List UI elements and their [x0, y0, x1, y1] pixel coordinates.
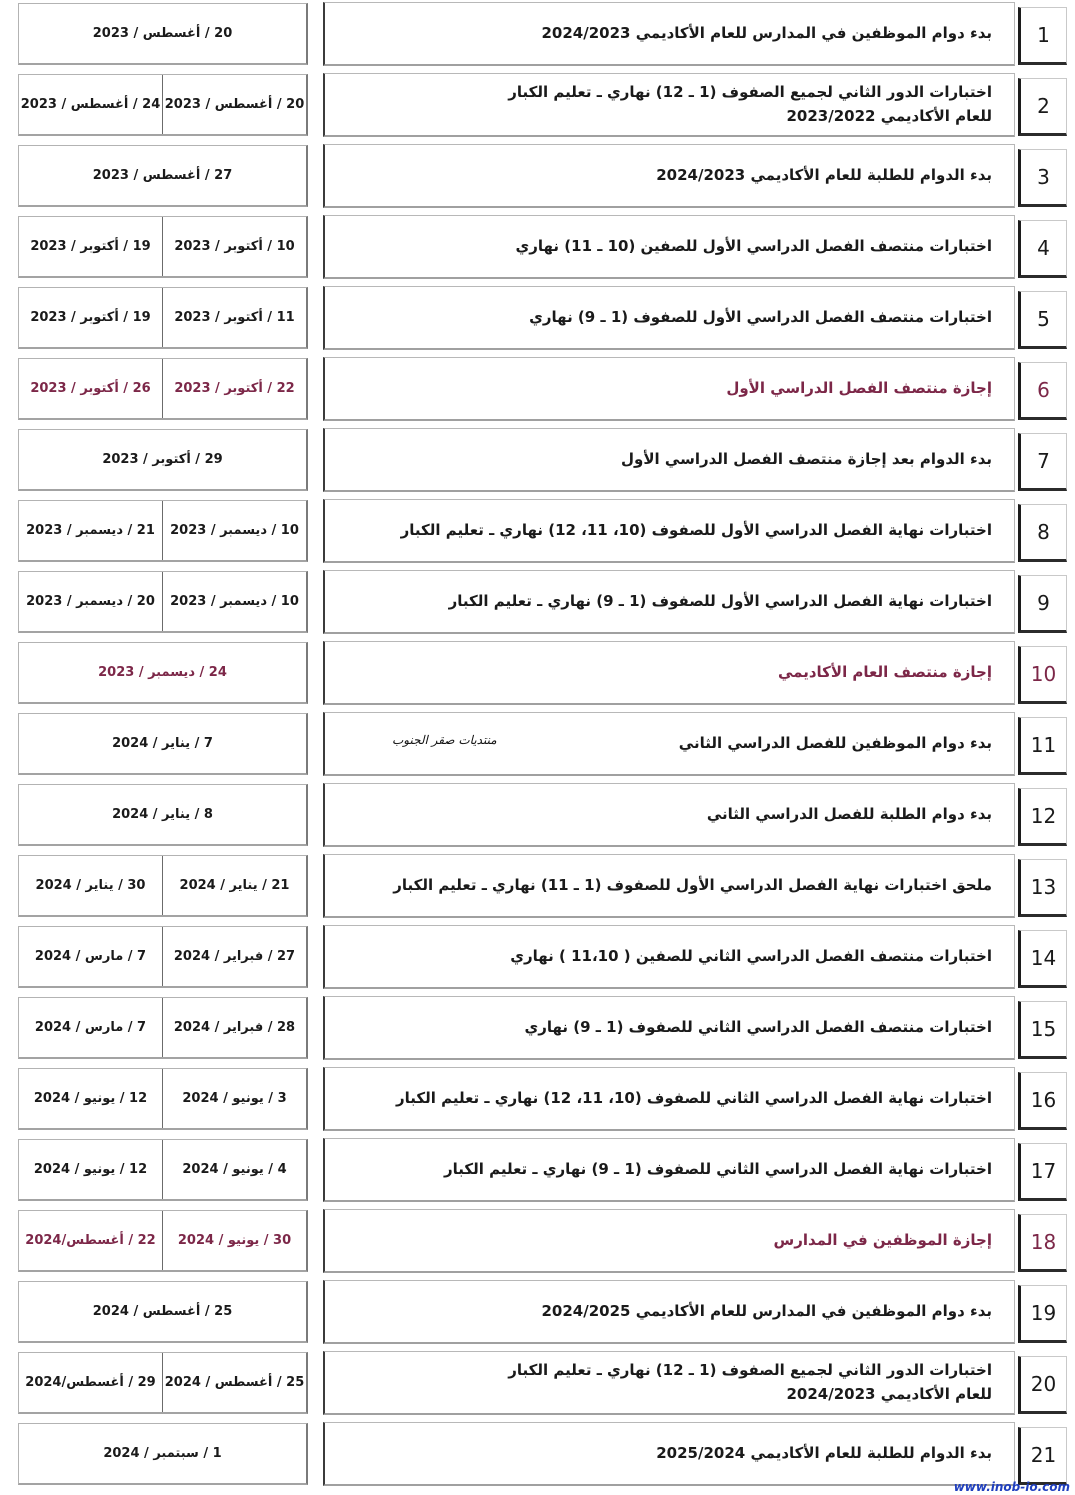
end-date: 19 / أكتوبر / 2023 — [19, 217, 163, 276]
event-description: بدء الدوام للطلبة للعام الأكاديمي 2024/2023 — [656, 165, 992, 184]
calendar-row — [0, 783, 1075, 847]
start-date: 20 / أغسطس / 2023 — [164, 97, 305, 112]
event-description: اختبارات الدور الثاني لجميع الصفوف (1 ـ 12) نهاري ـ تعليم الكبار للعام الأكاديمي 2024/2023 — [508, 1361, 992, 1403]
event-description: إجازة منتصف الفصل الدراسي الأول — [726, 378, 992, 397]
event-cell — [323, 1422, 1015, 1486]
event-description: ملحق اختبارات نهاية الفصل الدراسي الأول للصفوف (1 ـ 11) نهاري ـ تعليم الكبار — [393, 875, 992, 894]
event-cell — [323, 712, 1015, 776]
event-description: اختبارات نهاية الفصل الدراسي الثاني للصفوف (10، 11، 12) نهاري ـ تعليم الكبار — [395, 1088, 992, 1107]
calendar-row — [0, 854, 1075, 918]
row-number: 2 — [1018, 78, 1067, 136]
date-range — [18, 358, 308, 420]
row-number: 13 — [1018, 859, 1067, 917]
event-description: بدء الدوام للطلبة للعام الأكاديمي 2025/2024 — [656, 1443, 992, 1462]
event-date: 7 / يناير / 2024 — [112, 736, 213, 751]
end-date: 22 / أغسطس/2024 — [19, 1211, 163, 1270]
date-cell — [18, 784, 308, 846]
row-number: 9 — [1018, 575, 1067, 633]
date-range — [18, 926, 308, 988]
event-date: 1 / سبتمبر / 2024 — [103, 1446, 222, 1461]
start-date: 11 / أكتوبر / 2023 — [174, 310, 295, 325]
row-number: 10 — [1018, 646, 1067, 704]
forum-watermark: منتديات صقر الجنوب — [392, 733, 497, 747]
calendar-row — [0, 1067, 1075, 1131]
calendar-row — [0, 1422, 1075, 1486]
calendar-row — [0, 925, 1075, 989]
date-cell — [18, 1281, 308, 1343]
date-range — [18, 287, 308, 349]
row-number: 12 — [1018, 788, 1067, 846]
start-date: 21 / يناير / 2024 — [179, 878, 290, 893]
event-description: اختبارات نهاية الفصل الدراسي الأول للصفوف (1 ـ 9) نهاري ـ تعليم الكبار — [448, 591, 992, 610]
row-number: 19 — [1018, 1285, 1067, 1343]
row-number: 11 — [1018, 717, 1067, 775]
event-cell — [323, 1280, 1015, 1344]
row-number: 1 — [1018, 7, 1067, 65]
row-number: 8 — [1018, 504, 1067, 562]
row-number: 7 — [1018, 433, 1067, 491]
event-cell — [323, 925, 1015, 989]
row-number: 6 — [1018, 362, 1067, 420]
date-cell — [18, 1423, 308, 1485]
event-description: اختبارات نهاية الفصل الدراسي الثاني للصفوف (1 ـ 9) نهاري ـ تعليم الكبار — [443, 1159, 992, 1178]
event-description: اختبارات منتصف الفصل الدراسي الثاني للصفوف (1 ـ 9) نهاري — [524, 1017, 992, 1036]
row-number: 4 — [1018, 220, 1067, 278]
event-cell — [323, 570, 1015, 634]
end-date: 30 / يناير / 2024 — [19, 856, 163, 915]
calendar-row — [0, 144, 1075, 208]
row-number: 5 — [1018, 291, 1067, 349]
event-description: إجازة منتصف العام الأكاديمي — [777, 662, 992, 681]
event-description: اختبارات الدور الثاني لجميع الصفوف (1 ـ 12) نهاري ـ تعليم الكبار للعام الأكاديمي 2023/2022 — [508, 83, 992, 125]
event-cell — [323, 286, 1015, 350]
event-cell — [323, 357, 1015, 421]
date-range — [18, 1210, 308, 1272]
calendar-row — [0, 2, 1075, 66]
row-number: 16 — [1018, 1072, 1067, 1130]
date-range — [18, 855, 308, 917]
row-number: 15 — [1018, 1001, 1067, 1059]
calendar-row-holiday — [0, 357, 1075, 421]
end-date: 26 / أكتوبر / 2023 — [19, 359, 163, 418]
start-date: 28 / فبراير / 2024 — [173, 1020, 296, 1035]
event-cell — [323, 428, 1015, 492]
calendar-row — [0, 1351, 1075, 1415]
start-date: 30 / يونيو / 2024 — [177, 1233, 292, 1248]
event-cell — [323, 1138, 1015, 1202]
end-date: 20 / ديسمبر / 2023 — [19, 572, 163, 631]
end-date: 29 / أغسطس/2024 — [19, 1353, 163, 1412]
start-date: 3 / يونيو / 2024 — [182, 1091, 287, 1106]
start-date: 22 / أكتوبر / 2023 — [174, 381, 295, 396]
start-date: 10 / ديسمبر / 2023 — [170, 594, 299, 609]
event-date: 25 / أغسطس / 2024 — [92, 1304, 233, 1319]
end-date: 12 / يونيو / 2024 — [19, 1069, 163, 1128]
site-watermark: www.inob-io.com — [953, 1480, 1070, 1494]
date-range — [18, 1068, 308, 1130]
event-description: اختبارات منتصف الفصل الدراسي الثاني للصفين ( 11،10 ) نهاري — [510, 946, 992, 965]
event-cell — [323, 783, 1015, 847]
row-number: 18 — [1018, 1214, 1067, 1272]
event-description: بدء دوام الموظفين في المدارس للعام الأكاديمي 2024/2023 — [541, 23, 992, 42]
end-date: 21 / ديسمبر / 2023 — [19, 501, 163, 560]
calendar-row — [0, 996, 1075, 1060]
event-description: إجازة الموظفين في المدارس — [773, 1230, 992, 1249]
date-cell — [18, 713, 308, 775]
event-cell — [323, 641, 1015, 705]
calendar-row — [0, 73, 1075, 137]
calendar-row — [0, 286, 1075, 350]
event-cell — [323, 73, 1015, 137]
date-cell — [18, 642, 308, 704]
event-date: 29 / أكتوبر / 2023 — [102, 452, 223, 467]
end-date: 7 / مارس / 2024 — [19, 998, 163, 1057]
event-cell — [323, 854, 1015, 918]
date-range — [18, 1352, 308, 1414]
event-date: 20 / أغسطس / 2023 — [92, 26, 233, 41]
school-calendar-table — [0, 2, 1075, 1486]
event-description: اختبارات منتصف الفصل الدراسي الأول للصفين (10 ـ 11) نهاري — [515, 236, 992, 255]
row-number: 21 — [1018, 1427, 1067, 1485]
calendar-row — [0, 428, 1075, 492]
event-cell — [323, 1351, 1015, 1415]
row-number: 17 — [1018, 1143, 1067, 1201]
event-date: 8 / يناير / 2024 — [112, 807, 213, 822]
start-date: 4 / يونيو / 2024 — [182, 1162, 287, 1177]
start-date: 27 / فبراير / 2024 — [173, 949, 296, 964]
event-cell — [323, 215, 1015, 279]
date-cell — [18, 145, 308, 207]
event-description: بدء دوام الموظفين للفصل الدراسي الثاني — [678, 733, 992, 752]
event-cell — [323, 144, 1015, 208]
date-range — [18, 74, 308, 136]
calendar-row — [0, 499, 1075, 563]
date-range — [18, 500, 308, 562]
date-cell — [18, 429, 308, 491]
event-description: بدء الدوام بعد إجازة منتصف الفصل الدراسي الأول — [621, 449, 992, 468]
end-date: 7 / مارس / 2024 — [19, 927, 163, 986]
date-cell — [18, 3, 308, 65]
event-date: 24 / ديسمبر / 2023 — [98, 665, 227, 680]
calendar-row — [0, 1138, 1075, 1202]
event-cell — [323, 996, 1015, 1060]
date-range — [18, 571, 308, 633]
start-date: 10 / أكتوبر / 2023 — [174, 239, 295, 254]
event-date: 27 / أغسطس / 2023 — [92, 168, 233, 183]
date-range — [18, 216, 308, 278]
calendar-row-holiday — [0, 641, 1075, 705]
calendar-row-holiday — [0, 1209, 1075, 1273]
event-description: بدء دوام الطلبة للفصل الدراسي الثاني — [706, 804, 992, 823]
calendar-row — [0, 215, 1075, 279]
start-date: 25 / أغسطس / 2024 — [164, 1375, 305, 1390]
event-cell — [323, 499, 1015, 563]
event-cell — [323, 1209, 1015, 1273]
date-range — [18, 1139, 308, 1201]
end-date: 19 / أكتوبر / 2023 — [19, 288, 163, 347]
row-number: 14 — [1018, 930, 1067, 988]
start-date: 10 / ديسمبر / 2023 — [170, 523, 299, 538]
event-description: اختبارات نهاية الفصل الدراسي الأول للصفوف (10، 11، 12) نهاري ـ تعليم الكبار — [400, 520, 992, 539]
row-number: 3 — [1018, 149, 1067, 207]
end-date: 24 / أغسطس / 2023 — [19, 75, 163, 134]
row-number: 20 — [1018, 1356, 1067, 1414]
event-cell — [323, 2, 1015, 66]
date-range — [18, 997, 308, 1059]
event-cell — [323, 1067, 1015, 1131]
calendar-row — [0, 570, 1075, 634]
event-description: اختبارات منتصف الفصل الدراسي الأول للصفوف (1 ـ 9) نهاري — [529, 307, 992, 326]
calendar-row — [0, 712, 1075, 776]
event-description: بدء دوام الموظفين في المدارس للعام الأكاديمي 2024/2025 — [541, 1301, 992, 1320]
calendar-row — [0, 1280, 1075, 1344]
end-date: 12 / يونيو / 2024 — [19, 1140, 163, 1199]
